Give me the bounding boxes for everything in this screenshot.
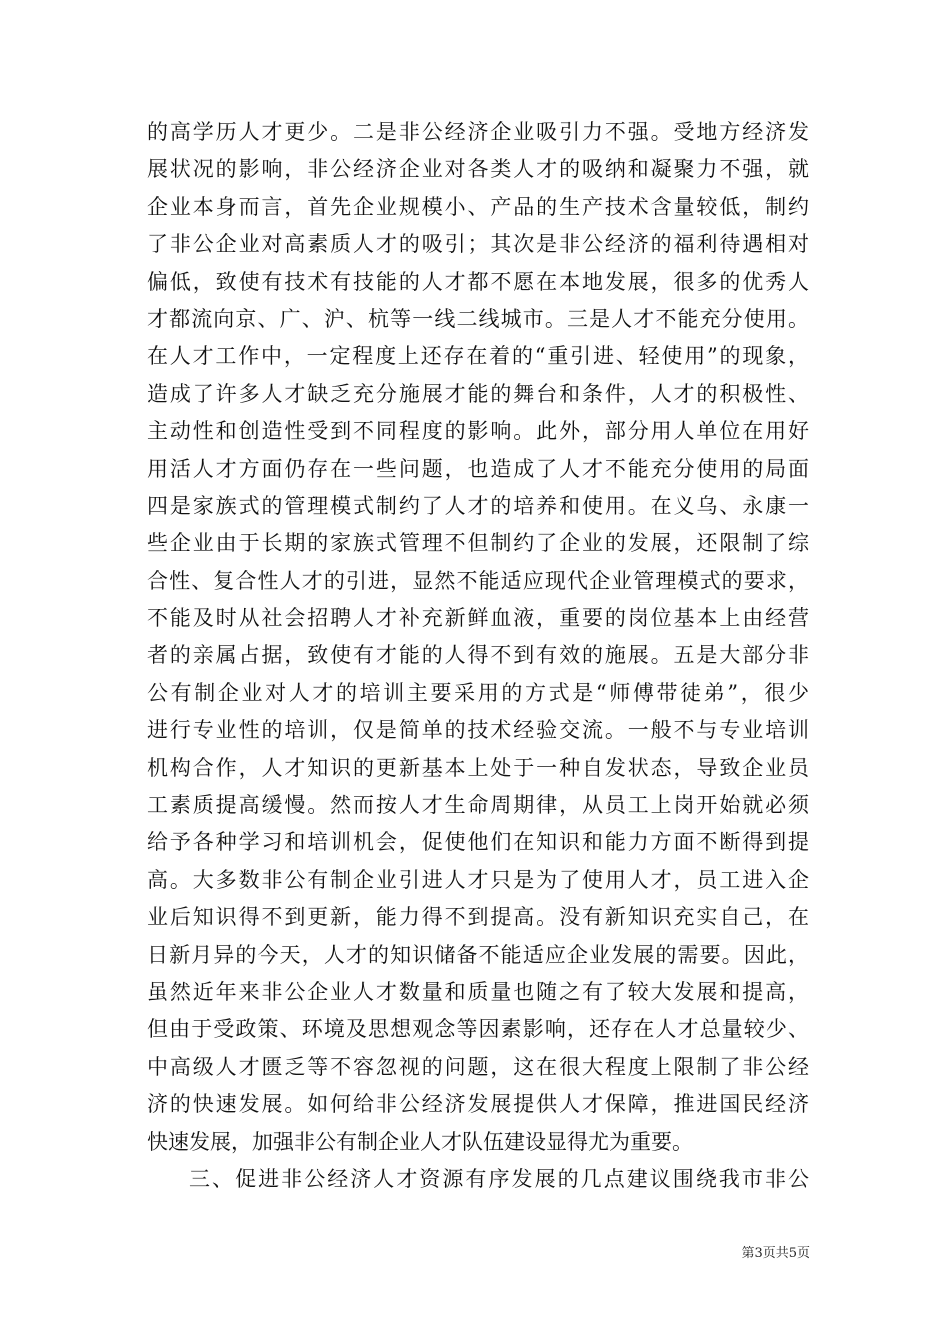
text-line: 日新月异的今天，人才的知识储备不能适应企业发展的需要。因此，: [147, 942, 809, 967]
page-number-footer: 第3页共5页: [741, 1246, 810, 1261]
text-line: 些企业由于长期的家族式管理不但制约了企业的发展，还限制了综: [147, 531, 809, 556]
text-line: 合性、复合性人才的引进，显然不能适应现代企业管理模式的要求，: [147, 568, 809, 593]
text-line: 业后知识得不到更新，能力得不到提高。没有新知识充实自己，在: [147, 905, 809, 930]
text-line: 工素质提高缓慢。然而按人才生命周期律，从员工上岗开始就必须: [147, 793, 809, 818]
text-line: 济的快速发展。如何给非公经济发展提供人才保障，推进国民经济: [147, 1092, 809, 1117]
text-line: 机构合作，人才知识的更新基本上处于一种自发状态，导致企业员: [147, 755, 809, 780]
text-line: 展状况的影响，非公经济企业对各类人才的吸纳和凝聚力不强，就: [147, 157, 809, 182]
text-line: 在人才工作中，一定程度上还存在着的“重引进、轻使用”的现象，: [147, 344, 809, 369]
text-line: 不能及时从社会招聘人才补充新鲜血液，重要的岗位基本上由经营: [147, 606, 809, 631]
text-line: 快速发展，加强非公有制企业人才队伍建设显得尤为重要。: [147, 1129, 693, 1154]
text-line: 造成了许多人才缺乏充分施展才能的舞台和条件，人才的积极性、: [147, 381, 809, 406]
text-line: 偏低，致使有技术有技能的人才都不愿在本地发展，很多的优秀人: [147, 269, 809, 294]
text-line: 者的亲属占据，致使有才能的人得不到有效的施展。五是大部分非: [147, 643, 809, 668]
body-text: [147, 114, 809, 1198]
text-line: 高。大多数非公有制企业引进人才只是为了使用人才，员工进入企: [147, 867, 809, 892]
text-line: 虽然近年来非公企业人才数量和质量也随之有了较大发展和提高，: [147, 979, 809, 1004]
text-line: 给予各种学习和培训机会，促使他们在知识和能力方面不断得到提: [147, 830, 809, 855]
text-line: 企业本身而言，首先企业规模小、产品的生产技术含量较低，制约: [147, 194, 809, 219]
text-line: 公有制企业对人才的培训主要采用的方式是“师傅带徒弟”，很少: [147, 680, 809, 705]
text-line: 进行专业性的培训，仅是简单的技术经验交流。一般不与专业培训: [147, 718, 809, 743]
section-heading: 三、促进非公经济人才资源有序发展的几点建议围绕我市非公: [189, 1166, 809, 1191]
text-line: 的高学历人才更少。二是非公经济企业吸引力不强。受地方经济发: [147, 120, 809, 144]
text-line: 中高级人才匮乏等不容忽视的问题，这在很大程度上限制了非公经: [147, 1054, 809, 1079]
text-line: 主动性和创造性受到不同程度的影响。此外，部分用人单位在用好: [147, 419, 809, 444]
text-line: 用活人才方面仍存在一些问题，也造成了人才不能充分使用的局面: [147, 456, 809, 481]
text-line: 但由于受政策、环境及思想观念等因素影响，还存在人才总量较少、: [147, 1017, 809, 1042]
text-line: 了非公企业对高素质人才的吸引；其次是非公经济的福利待遇相对: [147, 232, 809, 257]
text-line: 四是家族式的管理模式制约了人才的培养和使用。在义乌、永康一: [147, 493, 809, 518]
text-line: 才都流向京、广、沪、杭等一线二线城市。三是人才不能充分使用。: [147, 306, 809, 331]
